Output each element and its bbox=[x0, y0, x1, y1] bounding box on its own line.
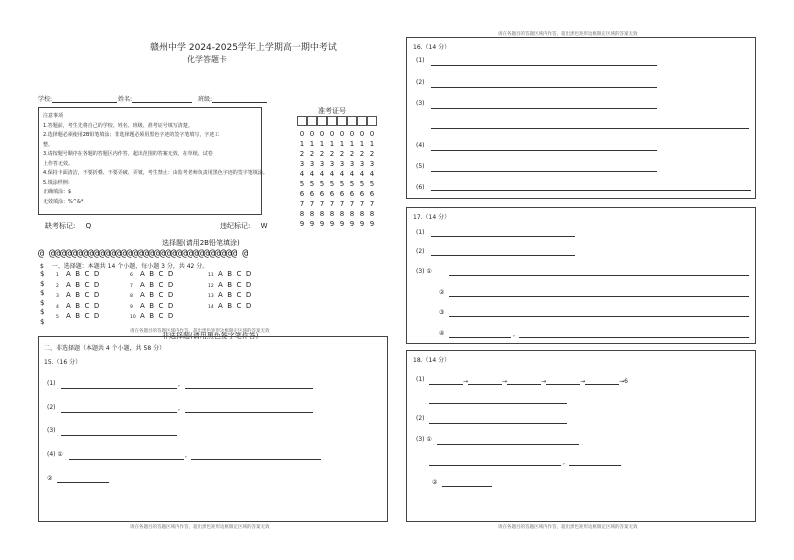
zkzh-digit-option[interactable]: 4 bbox=[329, 170, 335, 178]
zkzh-digit-option[interactable]: 3 bbox=[299, 160, 305, 168]
arrow-icon: → bbox=[580, 378, 586, 385]
q17-answer-line[interactable] bbox=[431, 255, 575, 256]
choice-group[interactable] bbox=[130, 270, 173, 323]
q16-part-5-label: (5) bbox=[416, 163, 425, 170]
q15-part-4-label: (4) ① bbox=[47, 451, 63, 458]
q16-answer-line[interactable] bbox=[431, 87, 657, 88]
choice-row[interactable] bbox=[130, 270, 173, 281]
choice-options[interactable]: A B C D bbox=[218, 291, 252, 299]
q18-label: 18.（14 分） bbox=[413, 357, 451, 364]
choice-row[interactable] bbox=[56, 270, 99, 281]
zkzh-digit-option[interactable]: 2 bbox=[329, 150, 335, 158]
absent-symbol: Q bbox=[85, 222, 92, 230]
q18-part-3-label: (3) ① bbox=[416, 436, 432, 443]
q15-answer-line[interactable] bbox=[61, 435, 177, 436]
instruction-item: 整。 bbox=[43, 141, 54, 148]
choice-row[interactable] bbox=[208, 302, 251, 313]
q18-chain-blank[interactable] bbox=[546, 376, 580, 385]
q17-answer-line[interactable] bbox=[431, 236, 575, 237]
choice-options[interactable]: A B C D bbox=[66, 312, 100, 320]
q16-answer-line[interactable] bbox=[431, 171, 657, 172]
absent-label: 缺考标记: bbox=[45, 222, 76, 230]
q18-chain-blank[interactable] bbox=[468, 376, 502, 385]
comma: , bbox=[513, 331, 515, 338]
choice-row[interactable] bbox=[56, 302, 99, 313]
instruction-item: 2.选择题必须使用2B铅笔填涂；非选择题必须用黑色字迹的签字笔填写，字迹工 bbox=[43, 132, 220, 138]
choice-row[interactable] bbox=[130, 312, 173, 323]
comma: , bbox=[185, 452, 187, 459]
q17-answer-line[interactable] bbox=[449, 275, 749, 276]
q18-chain-blank[interactable] bbox=[429, 376, 463, 385]
zkzh-digit-option[interactable]: 9 bbox=[309, 220, 315, 228]
zkzh-digit-option[interactable]: 5 bbox=[309, 180, 315, 188]
arrow-icon: →6 bbox=[619, 378, 628, 385]
nonchoice-title: 非选择题(请用黑色签字笔作答) bbox=[162, 332, 259, 340]
violation-mark[interactable] bbox=[220, 221, 268, 231]
choice-options[interactable]: A B C D bbox=[140, 270, 174, 278]
left-marks bbox=[40, 270, 44, 327]
zkzh-digit-option[interactable]: 7 bbox=[309, 200, 315, 208]
q15-answer-line[interactable] bbox=[69, 459, 184, 460]
zkzh-cell[interactable] bbox=[347, 116, 357, 126]
q15-part-1-label: (1) bbox=[47, 380, 56, 387]
zkzh-digit-option[interactable]: 6 bbox=[329, 190, 335, 198]
instruction-item: 无效填涂：%^&* bbox=[43, 198, 84, 205]
q17-answer-line[interactable] bbox=[449, 296, 749, 297]
q16-answer-line[interactable] bbox=[431, 108, 657, 109]
q16-part-2-label: (2) bbox=[416, 79, 425, 86]
q18-chain-blank[interactable] bbox=[585, 376, 619, 385]
zkzh-digit-option[interactable]: 5 bbox=[359, 180, 365, 188]
comma: , bbox=[178, 381, 180, 388]
zkzh-digit-option[interactable]: 0 bbox=[299, 130, 305, 138]
zkzh-digit-option[interactable]: 9 bbox=[329, 220, 335, 228]
zkzh-digit-option[interactable]: 6 bbox=[349, 190, 355, 198]
q16-part-4-label: (4) bbox=[416, 142, 425, 149]
q16-part-3-label: (3) bbox=[416, 100, 425, 107]
q18-chain-blank[interactable] bbox=[507, 376, 541, 385]
q17-part-1-label: (1) bbox=[416, 229, 425, 236]
choice-options[interactable]: A B C D bbox=[66, 280, 100, 289]
question-number: 9 bbox=[130, 304, 133, 310]
q15-part-4b-label: ② bbox=[47, 475, 53, 482]
choice-options[interactable]: A B C D bbox=[140, 291, 174, 299]
question-number: 1 bbox=[56, 273, 59, 278]
zkzh-digit-option[interactable]: 5 bbox=[339, 180, 345, 188]
zkzh-digit-option[interactable]: 4 bbox=[299, 170, 305, 178]
zkzh-digit-option[interactable]: 5 bbox=[369, 180, 375, 188]
school-field[interactable] bbox=[38, 94, 117, 103]
zkzh-digit-option[interactable]: 7 bbox=[359, 200, 365, 208]
zkzh-digit-option[interactable]: 1 bbox=[319, 140, 325, 148]
arrow-icon: → bbox=[502, 378, 508, 385]
q18-part-2-label: (2) bbox=[416, 415, 425, 422]
zkzh-digit-option[interactable]: 1 bbox=[329, 140, 335, 148]
q16-part-1-label: (1) bbox=[416, 57, 425, 64]
q18-reaction-chain[interactable] bbox=[429, 376, 628, 385]
choice-row[interactable] bbox=[56, 312, 99, 323]
choice-group[interactable] bbox=[208, 270, 251, 312]
question-number: 4 bbox=[56, 304, 59, 310]
zkzh-cell[interactable] bbox=[297, 116, 307, 126]
zkzh-digit-option[interactable]: 3 bbox=[329, 160, 335, 168]
question-number: 11 bbox=[208, 273, 214, 278]
q15-answer-line[interactable] bbox=[191, 459, 321, 460]
zkzh-digit-option[interactable]: 2 bbox=[299, 150, 305, 158]
zkzh-digit-option[interactable]: 3 bbox=[339, 160, 345, 168]
q15-part-2-label: (2) bbox=[47, 404, 56, 411]
choice-options[interactable]: A B C D bbox=[218, 301, 252, 310]
question-number: 3 bbox=[56, 294, 59, 299]
zkzh-digit-option[interactable]: 4 bbox=[319, 170, 325, 178]
zkzh-digit-option[interactable]: 2 bbox=[349, 150, 355, 158]
zkzh-digit-option[interactable]: 5 bbox=[349, 180, 355, 188]
q15-label: 15.（16 分） bbox=[44, 359, 82, 366]
q17-answer-line[interactable] bbox=[449, 337, 511, 338]
zkzh-digit-option[interactable]: 3 bbox=[319, 160, 325, 168]
choice-title: 选择题(请用2B铅笔填涂) bbox=[162, 239, 240, 247]
q17-part-3b-label: ② bbox=[439, 289, 445, 296]
zkzh-digit-option[interactable]: 2 bbox=[369, 150, 375, 158]
zkzh-digit-option[interactable]: 0 bbox=[309, 130, 315, 138]
q15-part-3-label: (3) bbox=[47, 427, 56, 434]
instructions-box bbox=[38, 107, 268, 215]
violation-label: 违纪标记: bbox=[220, 222, 251, 230]
choice-options[interactable]: A B C D bbox=[66, 270, 100, 278]
q16-answer-line[interactable] bbox=[431, 190, 751, 191]
zkzh-digit-option[interactable]: 5 bbox=[299, 180, 305, 188]
q18-answer-line[interactable] bbox=[442, 486, 492, 487]
zkzh-digit-option[interactable]: 4 bbox=[369, 170, 375, 178]
zkzh-digit-option[interactable]: 9 bbox=[369, 220, 375, 228]
zkzh-digit-option[interactable]: 7 bbox=[319, 200, 325, 208]
zkzh-digit-column[interactable] bbox=[297, 129, 307, 229]
zkzh-digit-option[interactable]: 0 bbox=[339, 130, 345, 138]
question-number: 12 bbox=[208, 283, 214, 289]
q16-part-6-label: (6) bbox=[416, 184, 425, 191]
timing-mark: $ bbox=[40, 279, 45, 288]
exam-title: 赣州中学 2024-2025学年上学期高一期中考试 bbox=[150, 43, 337, 53]
q15-answer-line[interactable] bbox=[61, 412, 177, 413]
zkzh-digit-option[interactable]: 2 bbox=[359, 150, 365, 158]
zkzh-digit-option[interactable]: 6 bbox=[369, 190, 375, 198]
timing-mark: $ bbox=[40, 270, 45, 278]
q17-label: 17.（14 分） bbox=[413, 214, 451, 221]
choice-options[interactable]: A B C D bbox=[218, 270, 252, 278]
zkzh-cell[interactable] bbox=[357, 116, 367, 126]
zkzh-digit-option[interactable]: 9 bbox=[339, 220, 345, 228]
q16-answer-line[interactable] bbox=[431, 128, 749, 129]
zkzh-digit-option[interactable]: 0 bbox=[329, 130, 335, 138]
top-notice: 请在各题目的答题区域内作答，超出黑色矩形边框限定区域的答案无效 bbox=[498, 32, 638, 37]
zkzh-label: 准考证号 bbox=[318, 107, 346, 115]
zkzh-digit-option[interactable]: 3 bbox=[309, 160, 315, 168]
question-number: 6 bbox=[130, 273, 133, 278]
q17-box bbox=[406, 207, 756, 344]
q17-answer-line[interactable] bbox=[519, 337, 749, 338]
instruction-item: 1.答题前，考生先将自己的学校、姓名、班级、准考证号填写清楚。 bbox=[43, 122, 193, 129]
absent-mark[interactable] bbox=[45, 221, 91, 231]
q18-box bbox=[406, 350, 756, 522]
question-number: 14 bbox=[208, 304, 214, 310]
zkzh-digit-option[interactable]: 7 bbox=[349, 200, 355, 208]
zkzh-digit-option[interactable]: 8 bbox=[309, 210, 315, 218]
choice-options[interactable]: A B C D bbox=[66, 291, 100, 299]
instruction-item: 5.填涂样例： bbox=[43, 179, 73, 186]
q18-answer-line[interactable] bbox=[429, 465, 561, 466]
zkzh-cell[interactable] bbox=[307, 116, 317, 126]
zkzh-digit-option[interactable]: 8 bbox=[339, 210, 345, 218]
timing-mark: $ bbox=[40, 308, 45, 316]
zkzh-digit-option[interactable]: 5 bbox=[319, 180, 325, 188]
name-field[interactable] bbox=[118, 94, 192, 103]
timing-mark: $ bbox=[40, 317, 45, 326]
zkzh-digit-column[interactable] bbox=[347, 129, 357, 229]
zkzh-digit-option[interactable]: 8 bbox=[329, 210, 335, 218]
comma: , bbox=[178, 405, 180, 412]
zkzh-digit-option[interactable]: 9 bbox=[319, 220, 325, 228]
zkzh-digit-option[interactable]: 2 bbox=[339, 150, 345, 158]
choice-options[interactable]: A B C D bbox=[218, 280, 252, 289]
q16-label: 16.（14 分） bbox=[413, 44, 451, 51]
q17-answer-line[interactable] bbox=[449, 316, 749, 317]
zkzh-digit-option[interactable]: 0 bbox=[359, 130, 365, 138]
zkzh-digit-option[interactable]: 3 bbox=[359, 160, 365, 168]
timing-mark: $ bbox=[40, 298, 45, 307]
choice-group[interactable] bbox=[56, 270, 99, 323]
zkzh-digit-option[interactable]: 1 bbox=[309, 140, 315, 148]
school-label: 学校: bbox=[38, 96, 53, 103]
choice-row[interactable] bbox=[130, 281, 173, 292]
q15-answer-line[interactable] bbox=[185, 388, 313, 389]
name-label: 姓名: bbox=[118, 96, 133, 103]
class-label: 班级: bbox=[198, 96, 213, 103]
zkzh-digit-option[interactable]: 0 bbox=[349, 130, 355, 138]
zkzh-digit-column[interactable] bbox=[337, 129, 347, 229]
q15-answer-line[interactable] bbox=[57, 482, 109, 483]
zkzh-digit-option[interactable]: 0 bbox=[319, 130, 325, 138]
timing-mark: $ bbox=[40, 289, 45, 297]
q18-answer-line[interactable] bbox=[437, 444, 579, 445]
zkzh-digit-option[interactable]: 8 bbox=[359, 210, 365, 218]
question-number: 13 bbox=[208, 294, 214, 299]
zkzh-digit-option[interactable]: 4 bbox=[359, 170, 365, 178]
question-number: 8 bbox=[130, 294, 133, 299]
instruction-item: 正确填涂：$ bbox=[43, 189, 72, 195]
zkzh-digit-option[interactable]: 1 bbox=[339, 140, 345, 148]
choice-heading: $ 一、选择题：本题共 14 个小题，每小题 3 分，共 42 分。 bbox=[40, 263, 209, 270]
q18-part-1-label: (1) bbox=[416, 376, 425, 383]
zkzh-digit-option[interactable]: 3 bbox=[369, 160, 375, 168]
q17-part-2-label: (2) bbox=[416, 248, 425, 255]
question-number: 7 bbox=[130, 283, 133, 289]
q18-part-3b-label: ② bbox=[432, 479, 438, 486]
choice-options[interactable]: A B C D bbox=[66, 301, 100, 310]
zkzh-digit-option[interactable]: 6 bbox=[319, 190, 325, 198]
q16-answer-line[interactable] bbox=[431, 150, 657, 151]
q15-answer-line[interactable] bbox=[61, 388, 177, 389]
zkzh-cell[interactable] bbox=[367, 116, 377, 126]
zkzh-digit-option[interactable]: 6 bbox=[359, 190, 365, 198]
q15-box bbox=[38, 336, 388, 522]
zkzh-digit-option[interactable]: 8 bbox=[349, 210, 355, 218]
q17-part-3-label: (3) ① bbox=[416, 268, 432, 275]
q18-answer-line[interactable] bbox=[429, 403, 567, 404]
zkzh-digit-option[interactable]: 6 bbox=[339, 190, 345, 198]
nonchoice-heading: 二、非选择题（本题共 4 个小题，共 58 分） bbox=[44, 345, 166, 352]
zkzh-digit-option[interactable]: 5 bbox=[329, 180, 335, 188]
q17-part-3d-label: ④ bbox=[439, 330, 445, 337]
question-number: 5 bbox=[56, 315, 59, 320]
zkzh-digit-option[interactable]: 4 bbox=[349, 170, 355, 178]
zkzh-digit-option[interactable]: 1 bbox=[359, 140, 365, 148]
arrow-icon: → bbox=[463, 378, 469, 385]
comma: , bbox=[563, 459, 565, 466]
q18-answer-line[interactable] bbox=[429, 423, 567, 424]
arrow-icon: → bbox=[541, 378, 547, 385]
violation-symbol: W bbox=[260, 222, 268, 230]
zkzh-digit-column[interactable] bbox=[357, 129, 367, 229]
zkzh-digit-option[interactable]: 1 bbox=[299, 140, 305, 148]
choice-row[interactable] bbox=[208, 281, 251, 292]
notice-bottom-right: 请在各题目的答题区域内作答，超出黑色矩形边框限定区域的答案无效 bbox=[498, 525, 638, 530]
zkzh-digit-option[interactable]: 8 bbox=[299, 210, 305, 218]
choice-row[interactable] bbox=[130, 302, 173, 313]
instruction-item: 3.请按题号顺序在各题的答题区内作答，超出范围的答案无效，在草纸、试卷 bbox=[43, 151, 213, 157]
q17-part-3c-label: ③ bbox=[439, 309, 445, 316]
zkzh-digit-column[interactable] bbox=[307, 129, 317, 229]
choice-row[interactable] bbox=[208, 291, 251, 302]
zkzh-cell[interactable] bbox=[317, 116, 327, 126]
zkzh-digit-option[interactable]: 9 bbox=[359, 220, 365, 228]
timing-marks-row: @ @@@@@@@@@@@@@@@@@@@@@@@@@@@@@@@@@@ @ bbox=[38, 248, 248, 259]
zkzh-digit-option[interactable]: 8 bbox=[369, 210, 375, 218]
q16-box bbox=[406, 37, 756, 199]
zkzh-digit-option[interactable]: 2 bbox=[309, 150, 315, 158]
choice-row[interactable] bbox=[130, 291, 173, 302]
instructions-heading: 注意事项 bbox=[43, 113, 64, 119]
choice-options[interactable]: A B C D bbox=[140, 280, 174, 289]
exam-subtitle: 化学答题卡 bbox=[187, 55, 227, 64]
q16-answer-line[interactable] bbox=[431, 65, 657, 66]
choice-row[interactable] bbox=[56, 291, 99, 302]
zkzh-digit-column[interactable] bbox=[367, 129, 377, 229]
zkzh-digit-option[interactable]: 3 bbox=[349, 160, 355, 168]
zkzh-digit-option[interactable]: 8 bbox=[319, 210, 325, 218]
notice-left-mid: 请在各题目的答题区域内作答，超出黑色矩形边框限定区域的答案无效 bbox=[130, 329, 270, 334]
zkzh-digit-option[interactable]: 4 bbox=[309, 170, 315, 178]
zkzh-cell[interactable] bbox=[327, 116, 337, 126]
zkzh-digit-option[interactable]: 7 bbox=[339, 200, 345, 208]
zkzh-digit-column[interactable] bbox=[327, 129, 337, 229]
zkzh-digit-option[interactable]: 9 bbox=[299, 220, 305, 228]
choice-options[interactable]: A B C D bbox=[140, 301, 174, 310]
question-number: 10 bbox=[130, 315, 136, 320]
zkzh-digit-option[interactable]: 0 bbox=[369, 130, 375, 138]
choice-row[interactable] bbox=[56, 281, 99, 292]
instruction-item: 上作答无效。 bbox=[43, 160, 74, 167]
class-field[interactable] bbox=[198, 94, 267, 103]
q15-answer-line[interactable] bbox=[185, 412, 313, 413]
zkzh-digit-option[interactable]: 6 bbox=[309, 190, 315, 198]
zkzh-digit-option[interactable]: 2 bbox=[319, 150, 325, 158]
zkzh-digit-option[interactable]: 4 bbox=[339, 170, 345, 178]
choice-row[interactable] bbox=[208, 270, 251, 281]
zkzh-digit-option[interactable]: 9 bbox=[349, 220, 355, 228]
zkzh-digit-option[interactable]: 7 bbox=[299, 200, 305, 208]
q18-answer-line[interactable] bbox=[569, 465, 621, 466]
zkzh-digit-option[interactable]: 7 bbox=[369, 200, 375, 208]
zkzh-cell[interactable] bbox=[337, 116, 347, 126]
zkzh-digit-option[interactable]: 6 bbox=[299, 190, 305, 198]
instruction-item: 4.保持卡面清洁，不要折叠、不要弄破、弄皱，考生禁止：由监考老师负责用黑色字迹的签字笔填涂。 bbox=[43, 170, 268, 176]
notice-bottom-left: 请在各题目的答题区域内作答，超出黑色矩形边框限定区域的答案无效 bbox=[130, 525, 270, 530]
question-number: 2 bbox=[56, 283, 59, 289]
choice-options[interactable]: A B C D bbox=[140, 312, 174, 320]
zkzh-digit-option[interactable]: 1 bbox=[349, 140, 355, 148]
zkzh-digit-column[interactable] bbox=[317, 129, 327, 229]
zkzh-digit-option[interactable]: 1 bbox=[369, 140, 375, 148]
zkzh-digit-option[interactable]: 7 bbox=[329, 200, 335, 208]
